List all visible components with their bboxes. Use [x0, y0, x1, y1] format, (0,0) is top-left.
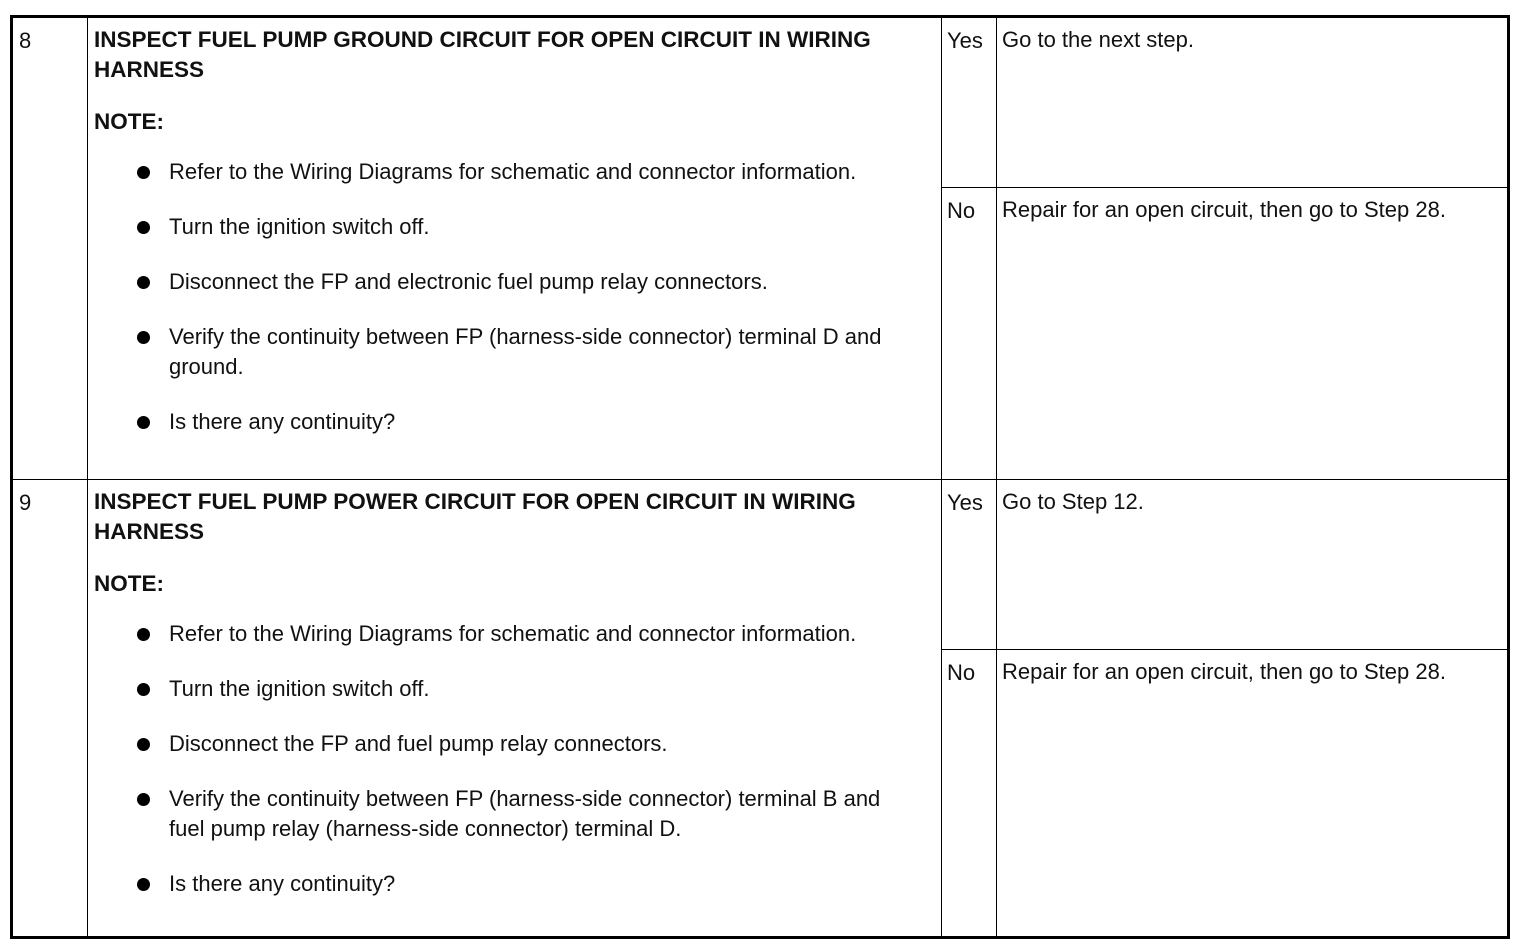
list-item: Verify the continuity between FP (harness-side connector) terminal D and ground. — [94, 322, 914, 382]
list-item: Turn the ignition switch off. — [94, 674, 914, 704]
list-item: Refer to the Wiring Diagrams for schematic and connector information. — [94, 619, 914, 649]
answer-divider — [941, 649, 1510, 650]
diagnostic-table — [10, 15, 1510, 939]
list-item: Is there any continuity? — [94, 407, 914, 437]
bullet-icon — [137, 793, 150, 806]
list-item: Disconnect the FP and fuel pump relay connectors. — [94, 729, 914, 759]
bullet-list — [94, 157, 914, 437]
yes-label: Yes — [947, 490, 983, 515]
step-number: 8 — [19, 28, 32, 53]
list-item: Is there any continuity? — [94, 869, 914, 899]
yes-action: Go to the next step. — [1002, 27, 1195, 52]
list-item: Turn the ignition switch off. — [94, 212, 914, 242]
answer-divider — [941, 187, 1510, 188]
row-divider — [13, 479, 1510, 480]
bullet-icon — [137, 166, 150, 179]
bullet-icon — [137, 683, 150, 696]
step-content — [94, 487, 914, 924]
bullet-icon — [137, 331, 150, 344]
no-label: No — [947, 198, 976, 223]
list-item: Disconnect the FP and electronic fuel pump relay connectors. — [94, 267, 914, 297]
no-action: Repair for an open circuit, then go to Step 28. — [1002, 197, 1446, 222]
bullet-list — [94, 619, 914, 899]
bullet-icon — [137, 878, 150, 891]
bullet-icon — [137, 221, 150, 234]
bullet-icon — [137, 738, 150, 751]
no-label: No — [947, 660, 976, 685]
note-label: NOTE: — [94, 571, 164, 596]
list-item: Verify the continuity between FP (harness-side connector) terminal B and fuel pump relay (harness-side connector) terminal D. — [94, 784, 914, 844]
note-label: NOTE: — [94, 109, 164, 134]
list-item: Refer to the Wiring Diagrams for schematic and connector information. — [94, 157, 914, 187]
yes-action: Go to Step 12. — [1002, 489, 1144, 514]
step-content — [94, 25, 914, 462]
column-divider — [996, 18, 997, 936]
bullet-icon — [137, 628, 150, 641]
step-title: INSPECT FUEL PUMP POWER CIRCUIT FOR OPEN CIRCUIT IN WIRING HARNESS — [94, 489, 856, 544]
step-number: 9 — [19, 490, 32, 515]
column-divider — [941, 18, 942, 936]
bullet-icon — [137, 276, 150, 289]
step-title: INSPECT FUEL PUMP GROUND CIRCUIT FOR OPEN CIRCUIT IN WIRING HARNESS — [94, 27, 871, 82]
column-divider — [87, 18, 88, 936]
bullet-icon — [137, 416, 150, 429]
no-action: Repair for an open circuit, then go to Step 28. — [1002, 659, 1446, 684]
yes-label: Yes — [947, 28, 983, 53]
